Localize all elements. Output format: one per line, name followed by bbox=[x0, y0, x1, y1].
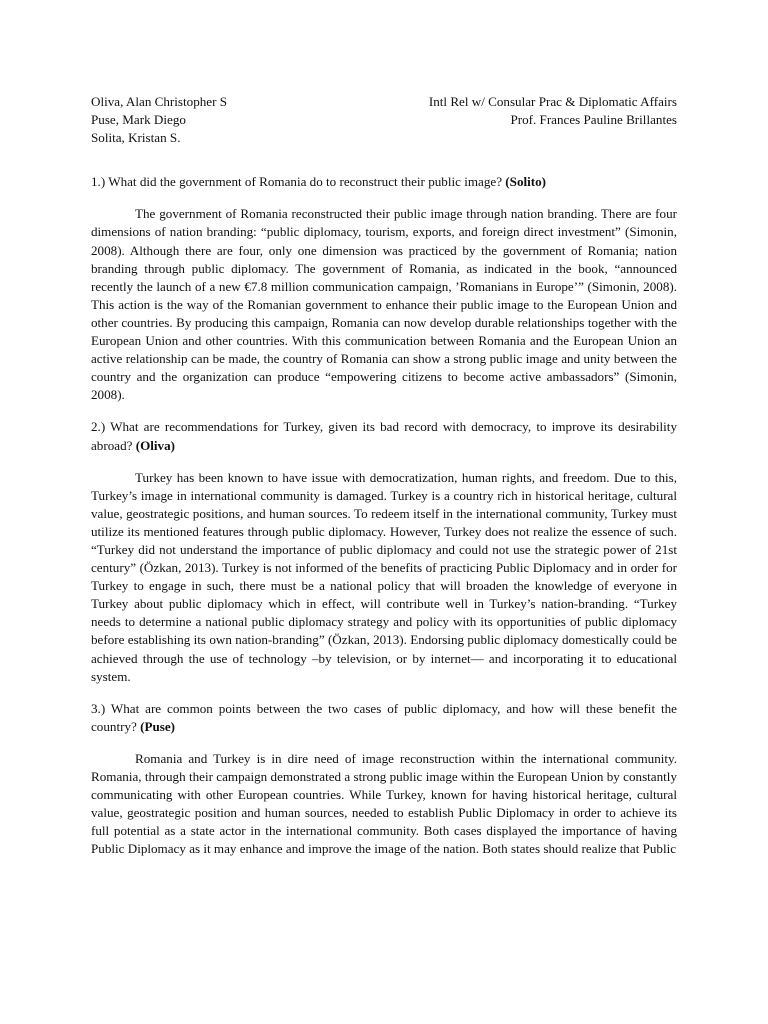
author-name: Oliva, Alan Christopher S bbox=[91, 94, 228, 109]
document-page bbox=[91, 93, 677, 872]
question-text: 2.) What are recommendations for Turkey, given its bad record with democracy, to improve its desirability abroad? bbox=[91, 419, 677, 453]
question-author: (Oliva) bbox=[135, 437, 175, 453]
question-text: 1.) What did the government of Romania do to reconstruct their public image? bbox=[91, 174, 503, 190]
answer-paragraph: Romania and Turkey is in dire need of image reconstruction within the international community. Romania, through their campaign demonstrated a strong public image within the European Union by constantly communicating with other European countries. While Turkey, known for having historical heritage, cultural value, geostrategic position and human sources, needed to establish Public Diplomacy in order to achieve its full potential as a state actor in the international community. Both cases displayed the importance of having Public Diplomacy as it may enhance and improve the image of the nation. Both states should realize that Public bbox=[91, 750, 677, 857]
course-title: Intl Rel w/ Consular Prac & Diplomatic Affairs bbox=[428, 94, 677, 109]
document-header bbox=[91, 93, 677, 147]
question bbox=[91, 700, 677, 736]
section-2 bbox=[91, 418, 677, 685]
question bbox=[91, 418, 677, 454]
professor-name: Prof. Frances Pauline Brillantes bbox=[510, 112, 677, 128]
answer-paragraph: The government of Romania reconstructed their public image through nation branding. There are four dimensions of nation branding: “public diplomacy, tourism, exports, and foreign direct investment” (Simonin, 2008). Although there are four, only one dimension was practiced by the government of Romania; nation branding through public diplomacy. The government of Romania, as indicated in the book, “announced recently the launch of a new €7.8 million communication campaign, ’Romanians in Europe’” (Simonin, 2008). This action is the way of the Romanian government to enhance their public image to the European Union and other countries. By producing this campaign, Romania can now develop durable relationships together with the European Union and other countries. With this communication between Romania and the European Union an active relationship can be made, the country of Romania can show a strong public image and unity between the country and the organization can produce “empowering citizens to become active ambassadors” (Simonin, 2008). bbox=[91, 206, 677, 403]
question-text: 3.) What are common points between the two cases of public diplomacy, and how will these benefit the country? bbox=[91, 700, 677, 734]
course-info bbox=[429, 93, 677, 147]
author-name: Puse, Mark Diego bbox=[91, 112, 186, 128]
section-1 bbox=[91, 173, 677, 404]
question bbox=[91, 173, 677, 191]
question-author: (Puse) bbox=[140, 718, 176, 734]
author-list bbox=[91, 93, 227, 147]
section-3 bbox=[91, 700, 677, 859]
question-author: (Solito) bbox=[505, 174, 547, 190]
answer-paragraph: Turkey has been known to have issue with democratization, human rights, and freedom. Due to this, Turkey’s image in international community is damaged. Turkey is a country rich in historical heritage, cultural value, geostrategic positions, and human sources. To redeem itself in the international community, Turkey must utilize its mentioned features through public diplomacy. However, Turkey does not realize the essence of such. “Turkey did not understand the importance of public diplomacy and could not use the strategic power of 21st century” (Özkan, 2013). Turkey is not informed of the benefits of practicing Public Diplomacy and in order for Turkey to engage in such, there must be a national policy that will broaden the knowledge of everyone in Turkey about public diplomacy which in effect, will contribute well in Turkey’s nation-branding. “Turkey needs to determine a national public diplomacy strategy and policy with its opportunities of public diplomacy before establishing its own nation-branding” (Özkan, 2013). Endorsing public diplomacy domestically could be achieved through the use of technology –by television, or by internet— and incorporating it to educational system. bbox=[91, 469, 677, 684]
author-name: Solita, Kristan S. bbox=[91, 130, 181, 146]
